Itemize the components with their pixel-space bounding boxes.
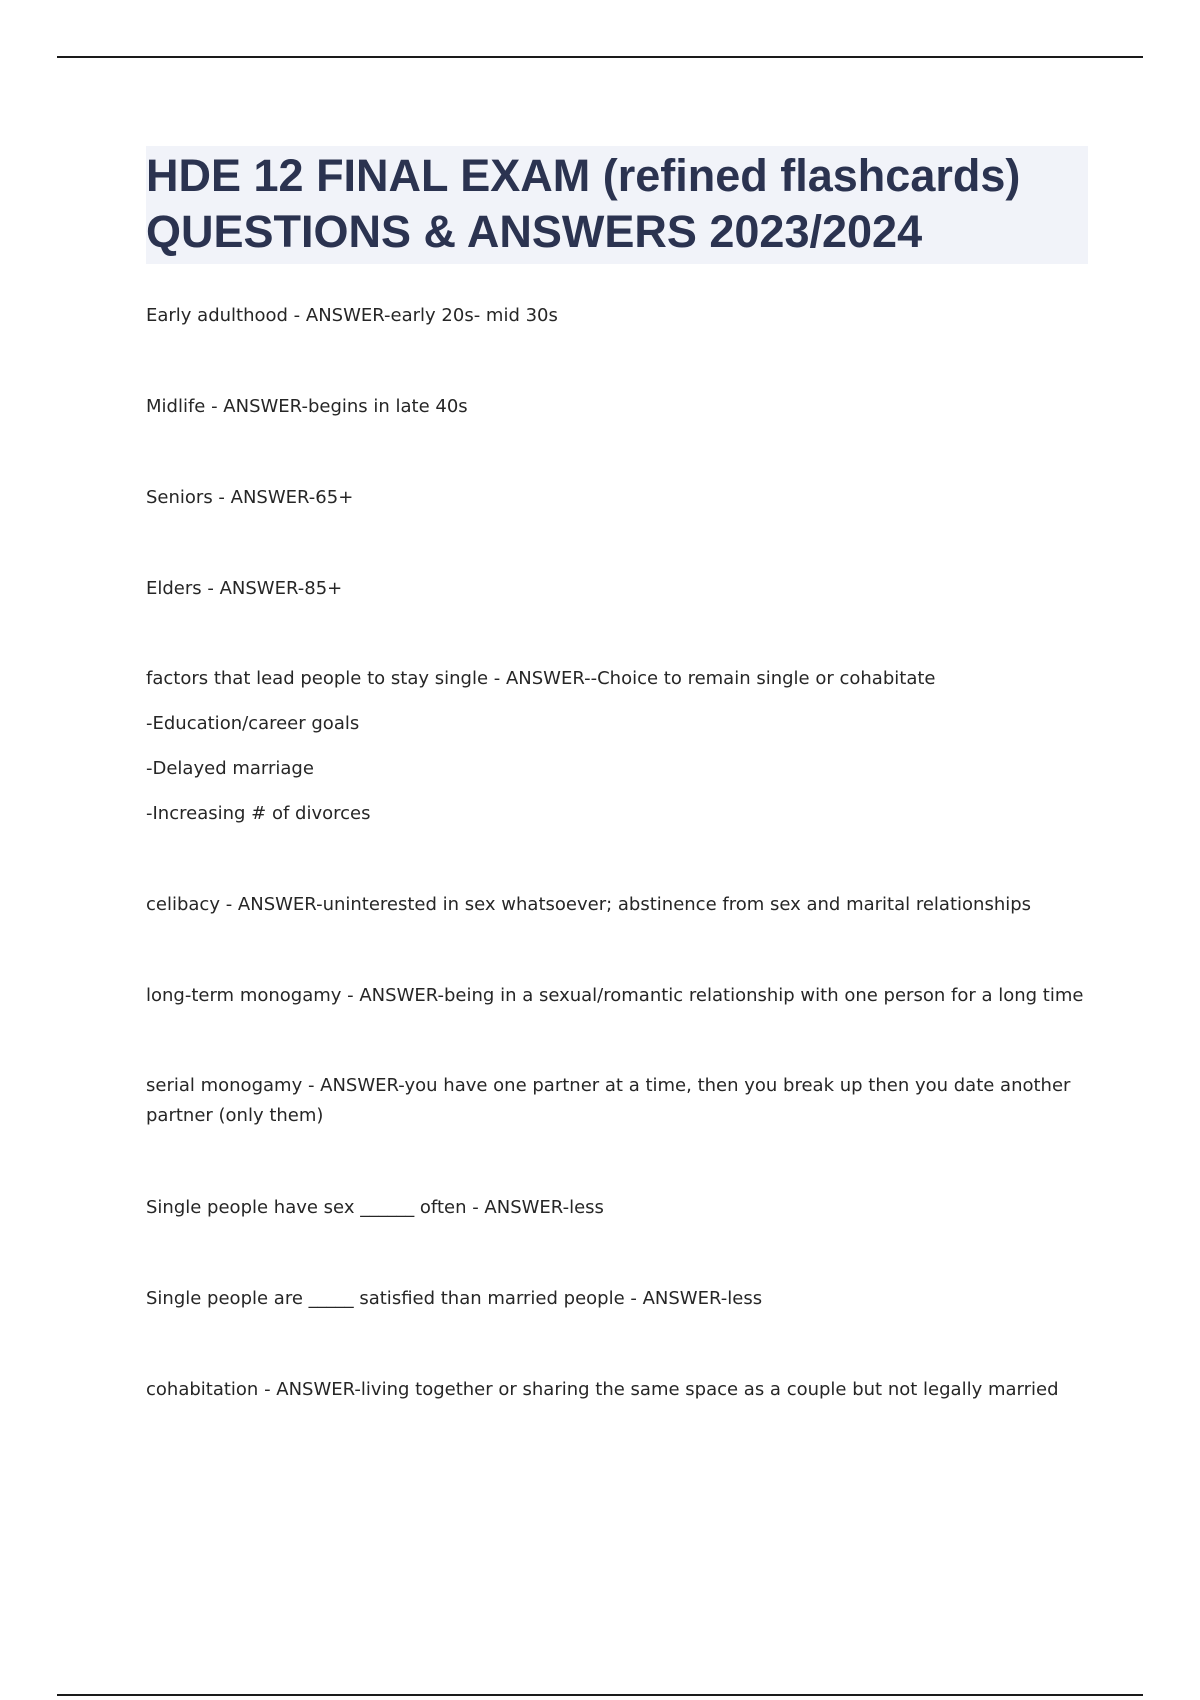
flashcard-stay-single-factors <box>146 664 1106 829</box>
flashcard-early-adulthood <box>146 301 1106 331</box>
flashcard-serial-monogamy <box>146 1071 1106 1131</box>
flashcard-elders <box>146 574 1106 604</box>
document-title <box>146 146 1088 264</box>
flashcard-celibacy <box>146 890 1106 920</box>
title-line-1: HDE 12 FINAL EXAM (refined flashcards) <box>146 150 1021 201</box>
card-bullet: -Increasing # of divorces <box>146 803 371 824</box>
card-text: Elders - ANSWER-85+ <box>146 578 343 599</box>
flashcard-seniors <box>146 483 1106 513</box>
title-line-2: QUESTIONS & ANSWERS 2023/2024 <box>146 206 923 257</box>
card-bullet: -Delayed marriage <box>146 758 314 779</box>
card-bullet: -Education/career goals <box>146 713 360 734</box>
card-text: Early adulthood - ANSWER-early 20s- mid 30s <box>146 305 558 326</box>
card-text: Seniors - ANSWER-65+ <box>146 487 354 508</box>
card-text: Single people are _____ satisfied than married people - ANSWER-less <box>146 1288 763 1309</box>
card-text: serial monogamy - ANSWER-you have one partner at a time, then you break up then you date another <box>146 1075 1071 1096</box>
card-text: factors that lead people to stay single - ANSWER--Choice to remain single or cohabitate <box>146 668 936 689</box>
card-text-continued: partner (only them) <box>146 1105 324 1126</box>
bottom-rule <box>57 1694 1143 1696</box>
card-text: Midlife - ANSWER-begins in late 40s <box>146 396 468 417</box>
flashcard-long-term-monogamy <box>146 981 1106 1011</box>
flashcard-cohabitation <box>146 1375 1106 1405</box>
flashcard-midlife <box>146 392 1106 422</box>
top-rule <box>57 56 1143 58</box>
card-text: cohabitation - ANSWER-living together or sharing the same space as a couple but not legally married <box>146 1379 1059 1400</box>
card-text: celibacy - ANSWER-uninterested in sex whatsoever; abstinence from sex and marital relationships <box>146 894 1032 915</box>
card-text: long-term monogamy - ANSWER-being in a sexual/romantic relationship with one person for a long time <box>146 985 1084 1006</box>
card-text: Single people have sex ______ often - ANSWER-less <box>146 1197 604 1218</box>
flashcard-single-satisfaction <box>146 1284 1106 1314</box>
flashcard-single-sex-frequency <box>146 1193 1106 1223</box>
